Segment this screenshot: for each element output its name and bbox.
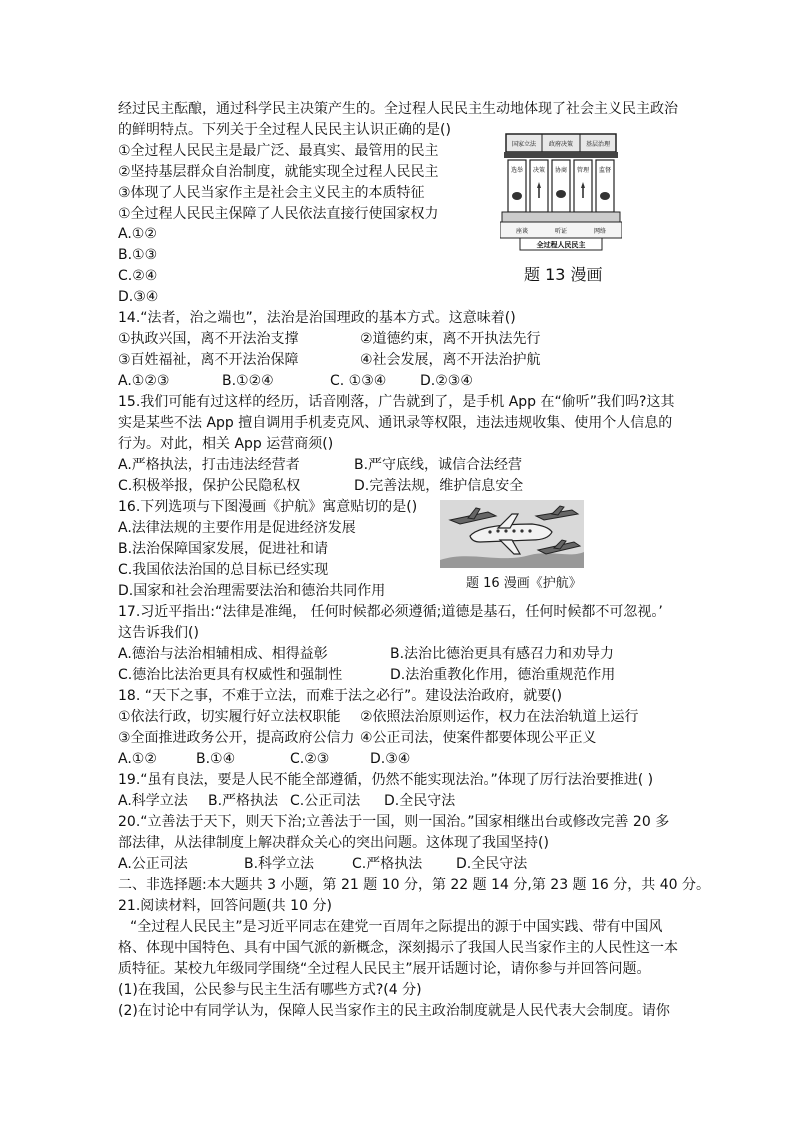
q17-option-d: D.法治重教化作用，德治重规范作用: [390, 667, 616, 683]
intro-line-1: 经过民主酝酿，通过科学民主决策产生的。全过程人民民主生动地体现了社会主义民主政治: [118, 101, 678, 117]
q16-option-b: B.法治保障国家发展，促进社和请: [118, 541, 329, 557]
q14-option-d: D.②③④: [420, 373, 473, 389]
q20-line-2: 部法律，从法律制度上解决群众关心的突出问题。这体现了我国坚持(): [118, 835, 549, 851]
q19-stem: 19.“虽有良法，要是人民不能全部遵循，仍然不能实现法治。”体现了厉行法治要推进( ): [118, 772, 654, 788]
q14-option-a: A.①②③: [118, 373, 170, 389]
q14-option-c: C. ①③④: [330, 373, 387, 389]
q20-option-c: C.严格执法: [352, 856, 423, 872]
q17-option-a: A.德治与法治相辅相成、相得益彰: [118, 646, 328, 662]
intro-line-2: 的鲜明特点。下列关于全过程人民民主认识正确的是(): [118, 122, 451, 138]
q17-option-c: C.德治比法治更具有权威性和强制性: [118, 667, 343, 683]
q17-line-2: 这告诉我们(): [118, 625, 199, 641]
q13-bottom-label-1: 座谈: [515, 228, 529, 235]
q16-cartoon: [440, 500, 584, 568]
q18-statement-1: ①依法行政，切实履行好立法权职能: [118, 709, 341, 725]
q14-option-b: B.①②④: [222, 373, 274, 389]
q14-stem: 14.“法者，治之端也”，法治是治国理政的基本方式。这意味着(): [118, 310, 516, 326]
part2-heading: 二、非选择题:本大题共 3 小题，第 21 题 10 分，第 22 题 14 分,第 23 题 16 分，共 40 分。: [118, 877, 710, 893]
q21-part-1: (1)在我国，公民参与民主生活有哪些方式?(4 分): [118, 982, 422, 998]
q21-part-2: (2)在讨论中有同学认为，保障人民当家作主的民主政治制度就是人民代表大会制度。请你: [118, 1003, 670, 1019]
q19-option-b: B.严格执法: [208, 793, 279, 809]
q19-option-a: A.科学立法: [118, 793, 188, 809]
q13-base-label: 全过程人民民主: [536, 241, 586, 249]
q15-option-b: B.严守底线，诚信合法经营: [354, 457, 523, 473]
q17-line-1: 17.习近平指出:“法律是准绳， 任何时候都必须遵循;道德是基石，任何时候都不可忽视。’: [118, 604, 663, 620]
q18-stem: 18. “天下之事，不难于立法，而难于法之必行”。建设法治政府，就要(): [118, 688, 563, 704]
q15-line-3: 行为。对此，相关 App 运营商须(): [118, 436, 334, 452]
q14-statement-2: ②道德约束，离不开执法先行: [360, 331, 541, 347]
q18-option-a: A.①②: [118, 751, 157, 767]
q13-pillar-4: 管理: [576, 167, 590, 174]
q20-option-a: A.公正司法: [118, 856, 188, 872]
q13-pillar-2: 决策: [532, 167, 546, 174]
q15-line-2: 实是某些不法 App 擅自调用手机麦克风、通讯录等权限，违法违规收集、使用个人信息的: [118, 415, 673, 431]
q13-statement-1: ①全过程人民民主是最广泛、最真实、最管用的民主: [118, 143, 439, 159]
q13-statement-2: ②坚持基层群众自治制度，就能实现全过程人民民主: [118, 164, 439, 180]
q13-caption: 题 13 漫画: [524, 265, 603, 284]
q18-statement-4: ④公正司法，使案件都要体现公平正义: [360, 730, 597, 746]
q18-option-d: D.③④: [370, 751, 411, 767]
q21-title: 21.阅读材料，回答问题(共 10 分): [118, 898, 332, 914]
q20-option-b: B.科学立法: [244, 856, 315, 872]
q16-stem: 16.下列选项与下图漫画《护航》寓意贴切的是(): [118, 499, 418, 515]
q20-option-d: D.全民守法: [456, 856, 528, 872]
q18-statement-2: ②依照法治原则运作，权力在法治轨道上运行: [360, 709, 639, 725]
q16-option-d: D.国家和社会治理需要法治和德治共同作用: [118, 583, 386, 599]
q16-caption: 题 16 漫画《护航》: [466, 576, 582, 591]
q18-statement-3: ③全面推进政务公开，提高政府公信力: [118, 730, 355, 746]
q13-top-label-3: 基层治理: [585, 141, 611, 148]
q13-option-d: D.③④: [118, 289, 159, 305]
q13-pillar-3: 协商: [554, 167, 568, 174]
q13-statement-3: ③体现了人民当家作主是社会主义民主的本质特征: [118, 185, 425, 201]
q21-material-line-1: “全过程人民民主”是习近平同志在建党一百周年之际提出的源于中国实践、带有中国风: [130, 919, 663, 935]
q21-material-line-3: 质特征。某校九年级同学围绕“全过程人民民主”展开话题讨论，请你参与并回答问题。: [118, 961, 651, 977]
q14-statement-1: ①执政兴国，离不开法治支撑: [118, 331, 299, 347]
q13-bottom-label-3: 网络: [593, 228, 607, 235]
q13-option-a: A.①②: [118, 226, 157, 242]
q17-option-b: B.法治比德治更具有感召力和劝导力: [390, 646, 615, 662]
q13-pillar-5: 监督: [598, 167, 612, 174]
q18-option-c: C.②③: [290, 751, 330, 767]
q13-bottom-label-2: 听证: [554, 228, 568, 235]
q13-option-b: B.①③: [118, 247, 158, 263]
q20-line-1: 20.“立善法于天下，则天下治;立善法于一国，则一国治。”国家相继出台或修改完善 20 多: [118, 814, 670, 830]
q19-option-d: D.全民守法: [384, 793, 456, 809]
q21-material-line-2: 格、体现中国特色、具有中国气派的新概念，深刻揭示了我国人民当家作主的人民性这一本: [118, 940, 678, 956]
q15-option-a: A.严格执法，打击违法经营者: [118, 457, 300, 473]
q13-cartoon: [500, 130, 622, 262]
q15-option-d: D.完善法规，维护信息安全: [354, 478, 524, 494]
q13-top-label-2: 政府决策: [548, 141, 574, 148]
q13-statement-4: ①全过程人民民主保障了人民依法直接行使国家权力: [118, 206, 439, 222]
q19-option-c: C.公正司法: [290, 793, 361, 809]
q13-option-c: C.②④: [118, 268, 158, 284]
q13-top-label-1: 国家立法: [511, 141, 537, 148]
q15-option-c: C.积极举报，保护公民隐私权: [118, 478, 301, 494]
q16-option-a: A.法律法规的主要作用是促进经济发展: [118, 520, 356, 536]
q14-statement-4: ④社会发展，离不开法治护航: [360, 352, 541, 368]
q14-statement-3: ③百姓福祉，离不开法治保障: [118, 352, 299, 368]
q15-line-1: 15.我们可能有过这样的经历，话音刚落，广告就到了，是手机 App 在“偷听”我们吗?这其: [118, 394, 675, 410]
q16-option-c: C.我国依法治国的总目标已经实现: [118, 562, 329, 578]
q18-option-b: B.①④: [196, 751, 236, 767]
q13-pillar-1: 选举: [510, 167, 524, 174]
